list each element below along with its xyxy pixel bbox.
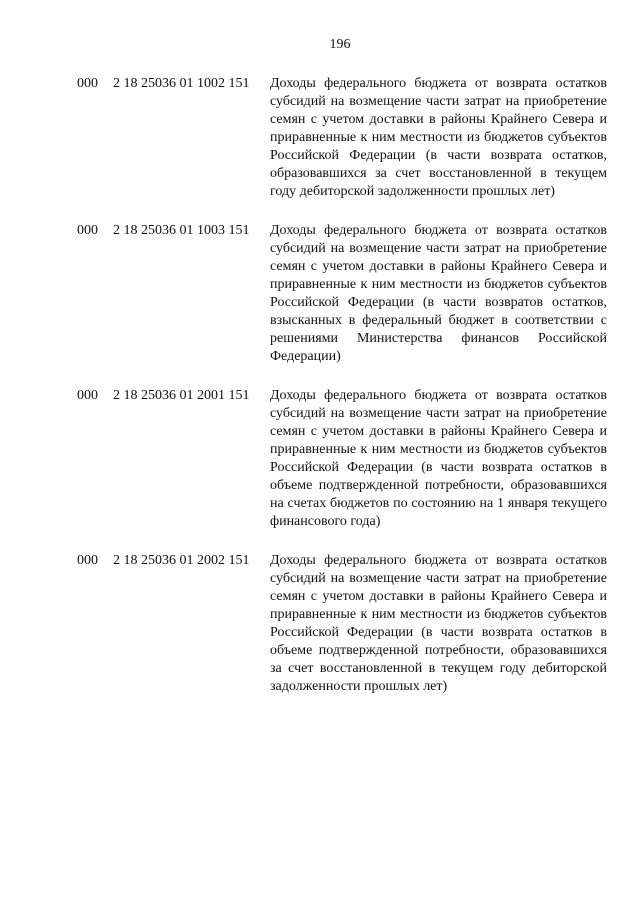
admin-code: 000	[77, 223, 98, 238]
budget-classification-code: 2 18 25036 01 1002 151	[113, 76, 250, 91]
budget-classification-code: 2 18 25036 01 2002 151	[113, 553, 250, 568]
table-row	[0, 222, 640, 366]
admin-code: 000	[77, 388, 98, 403]
revenue-description: Доходы федерального бюджета от возврата остатков субсидий на возмещение части затрат на приобретение семян с учетом доставки в районы Крайнего Севера и приравненные к ним местности из бюджетов субъектов Российской Федерации (в части возврата остатков в объеме подтвержденной потребности, образовавшихся за счет восстановленной в текущем году дебиторской задолженности прошлых лет)	[270, 553, 607, 694]
table-row	[0, 552, 640, 696]
budget-classification-code: 2 18 25036 01 1003 151	[113, 223, 250, 238]
page-number: 196	[329, 37, 351, 52]
revenue-description: Доходы федерального бюджета от возврата остатков субсидий на возмещение части затрат на приобретение семян с учетом доставки в районы Крайнего Севера и приравненные к ним местности из бюджетов субъектов Российской Федерации (в части возвратов остатков, взысканных в федеральный бюджет в соответствии с решениями Министерства финансов Российской Федерации)	[270, 223, 607, 364]
revenue-description: Доходы федерального бюджета от возврата остатков субсидий на возмещение части затрат на приобретение семян с учетом доставки в районы Крайнего Севера и приравненные к ним местности из бюджетов субъектов Российской Федерации (в части возврата остатков, образовавшихся за счет восстановленной в текущем году дебиторской задолженности прошлых лет)	[270, 76, 607, 199]
admin-code: 000	[77, 76, 98, 91]
table-row	[0, 387, 640, 531]
budget-classification-code: 2 18 25036 01 2001 151	[113, 388, 250, 403]
table-row	[0, 75, 640, 201]
admin-code: 000	[77, 553, 98, 568]
budget-code-table	[0, 75, 640, 717]
revenue-description: Доходы федерального бюджета от возврата остатков субсидий на возмещение части затрат на приобретение семян с учетом доставки в районы Крайнего Севера и приравненные к ним местности из бюджетов субъектов Российской Федерации (в части возврата остатков в объеме подтвержденной потребности, образовавшихся на счетах бюджетов по состоянию на 1 января текущего финансового года)	[270, 388, 607, 529]
